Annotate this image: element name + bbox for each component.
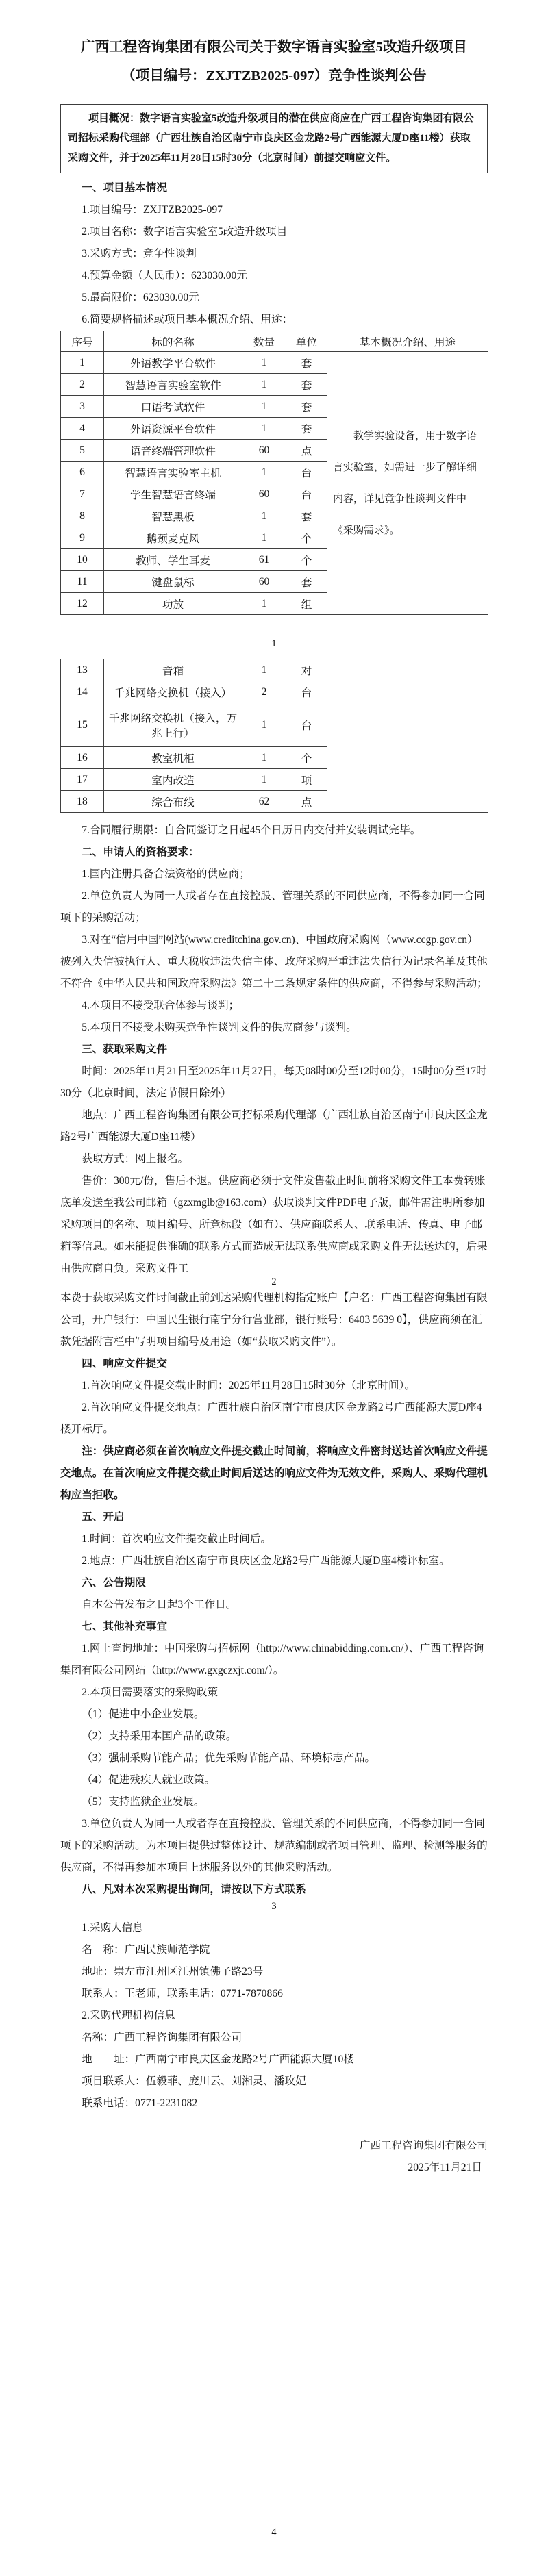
cell-name: 外语资源平台软件 — [104, 418, 242, 440]
cell-name: 教师、学生耳麦 — [104, 549, 242, 571]
cell-name: 千兆网络交换机（接入） — [104, 681, 242, 703]
col-header-name: 标的名称 — [104, 331, 242, 352]
policy-4: （4）促进残疾人就业政策。 — [82, 1774, 216, 1786]
items-table-page-1 — [60, 331, 488, 615]
cell-no: 9 — [61, 527, 104, 549]
table-row — [61, 352, 488, 374]
qualification-5: 5.本项目不接受未购买竞争性谈判文件的供应商参与谈判。 — [82, 1022, 357, 1033]
cell-name: 智慧语言实验室软件 — [104, 374, 242, 396]
page-number-4: 4 — [271, 2527, 277, 2538]
contract-period: 7.合同履行期限：自合同签订之日起45个日历日内交付并安装调试完毕。 — [82, 824, 421, 836]
buyer-info-heading: 1.采购人信息 — [82, 1922, 143, 1934]
cell-no: 4 — [61, 418, 104, 440]
cell-qty: 1 — [242, 418, 286, 440]
project-overview-text: 项目概况：数字语言实验室5改造升级项目的潜在供应商应在广西工程咨询集团有限公司招标采购代理部（广西壮族自治区南宁市良庆区金龙路2号广西能源大厦D座11楼）获取采购文件，并于2025年11月28日15时30分（北京时间）前提交响应文件。 — [68, 113, 474, 164]
page-number-1: 1 — [271, 638, 277, 649]
cell-qty: 1 — [242, 527, 286, 549]
cell-name: 智慧语言实验室主机 — [104, 462, 242, 483]
cell-name: 学生智慧语言终端 — [104, 483, 242, 505]
signature-date: 2025年11月21日 — [408, 2162, 482, 2173]
col-header-unit: 单位 — [286, 331, 327, 352]
cell-qty: 1 — [242, 747, 286, 769]
cell-unit: 套 — [286, 374, 327, 396]
qualification-3: 3.对在“信用中国”网站(www.creditchina.gov.cn)、中国政府采购网（www.ccgp.gov.cn）被列入失信被执行人、重大税收违法失信主体、政府采购严重违法失信行为记录名单及其他不符合《中华人民共和国政府采购法》第二十二条规定条件的供应商，不得参与采购活动； — [60, 934, 488, 989]
cell-no: 11 — [61, 571, 104, 593]
cell-qty: 60 — [242, 440, 286, 462]
document-place: 地点：广西工程咨询集团有限公司招标采购代理部（广西壮族自治区南宁市良庆区金龙路2号广西能源大厦D座11楼） — [60, 1109, 488, 1143]
cell-qty: 1 — [242, 505, 286, 527]
col-header-no: 序号 — [61, 331, 104, 352]
page-1-content — [60, 33, 488, 615]
section-2-heading: 二、申请人的资格要求： — [82, 846, 199, 858]
title-line-1: 广西工程咨询集团有限公司关于数字语言实验室5改造升级项目 — [81, 40, 467, 55]
cell-no: 18 — [61, 791, 104, 813]
policy-3: （3）强制采购节能产品；优先采购节能产品、环境标志产品。 — [82, 1752, 376, 1764]
document-price-part2: 本费于获取采购文件时间截止前到达采购代理机构指定账户【户名：广西工程咨询集团有限公司，开户银行：中国民生银行南宁分行营业部，银行账号：6403 5639 0】，供应商须在汇款凭据附言栏中写明项目编号及用途（如“获取采购文件”）。 — [60, 1292, 488, 1348]
online-query-address: 1.网上查询地址：中国采购与招标网（http://www.chinabidding.com.cn/）、广西工程咨询集团有限公司网站（http://www.gxgczxjt.com/）。 — [60, 1643, 484, 1676]
cell-qty: 1 — [242, 769, 286, 791]
project-overview-box — [60, 104, 488, 173]
cell-name: 综合布线 — [104, 791, 242, 813]
spec-description-label: 6.简要规格描述或项目基本概况介绍、用途： — [82, 314, 293, 325]
supplementary-item-3: 3.单位负责人为同一人或者存在直接控股、管理关系的不同供应商，不得参加同一合同项下的采购活动。为本项目提供过整体设计、规范编制或者项目管理、监理、检测等服务的供应商，不得再参加本项目上述服务以外的其他采购活动。 — [60, 1818, 488, 1873]
cell-unit: 项 — [286, 769, 327, 791]
page-3-content — [60, 1287, 488, 1901]
cell-qty: 1 — [242, 462, 286, 483]
qualification-2: 2.单位负责人为同一人或者存在直接控股、管理关系的不同供应商，不得参加同一合同项下的采购活动； — [60, 890, 485, 924]
opening-time: 1.时间：首次响应文件提交截止时间后。 — [82, 1533, 271, 1545]
items-table-page-2 — [60, 659, 488, 813]
document-price-part1: 售价：300元/份，售后不退。供应商必须于文件发售截止时间前将采购文件工本费转账底单发送至我公司邮箱（gzxmglb@163.com）获取谈判文件PDF电子版，邮件需注明所参加采购项目的名称、项目编号、所竞标段（如有）、供应商联系人、联系电话、传真、电子邮箱等信息。如未能提供准确的联系方式而造成无法联系供应商或采购文件无法送达的，后果由供应商自负。采购文件工 — [60, 1175, 488, 1274]
signature-company: 广西工程咨询集团有限公司 — [359, 2140, 488, 2151]
section-3-heading: 三、获取采购文件 — [82, 1044, 167, 1055]
cell-name: 键盘鼠标 — [104, 571, 242, 593]
cell-name: 鹅颈麦克风 — [104, 527, 242, 549]
cell-unit: 套 — [286, 418, 327, 440]
page-2-content — [60, 659, 488, 1280]
cell-unit: 套 — [286, 396, 327, 418]
col-header-qty: 数量 — [242, 331, 286, 352]
cell-no: 3 — [61, 396, 104, 418]
section-5-heading: 五、开启 — [82, 1511, 125, 1523]
cell-name: 外语教学平台软件 — [104, 352, 242, 374]
merged-description-cell-empty — [327, 659, 488, 813]
cell-unit: 台 — [286, 483, 327, 505]
cell-unit: 台 — [286, 681, 327, 703]
document-title — [60, 33, 488, 90]
cell-no: 10 — [61, 549, 104, 571]
cell-unit: 对 — [286, 659, 327, 681]
cell-unit: 组 — [286, 593, 327, 615]
policy-2: （2）支持采用本国产品的政策。 — [82, 1730, 237, 1742]
cell-qty: 1 — [242, 396, 286, 418]
cell-name: 口语考试软件 — [104, 396, 242, 418]
cell-unit: 点 — [286, 791, 327, 813]
cell-name: 千兆网络交换机（接入，万兆上行） — [104, 703, 242, 747]
cell-qty: 1 — [242, 374, 286, 396]
merged-description-cell: 教学实验设备，用于数字语言实验室，如需进一步了解详细内容，详见竞争性谈判文件中《采购需求》。 — [327, 352, 488, 615]
cell-unit: 个 — [286, 549, 327, 571]
project-number: 1.项目编号：ZXJTZB2025-097 — [82, 204, 223, 216]
cell-unit: 个 — [286, 527, 327, 549]
opening-place: 2.地点：广西壮族自治区南宁市良庆区金龙路2号广西能源大厦D座4楼评标室。 — [82, 1555, 450, 1567]
cell-no: 17 — [61, 769, 104, 791]
policy-1: （1）促进中小企业发展。 — [82, 1708, 205, 1720]
cell-no: 14 — [61, 681, 104, 703]
section-7-heading: 七、其他补充事宜 — [82, 1621, 167, 1632]
cell-qty: 1 — [242, 703, 286, 747]
cell-qty: 60 — [242, 571, 286, 593]
cell-unit: 台 — [286, 462, 327, 483]
page-4-content — [60, 1917, 488, 2179]
cell-no: 1 — [61, 352, 104, 374]
cell-qty: 1 — [242, 659, 286, 681]
cell-name: 功放 — [104, 593, 242, 615]
procurement-method: 3.采购方式：竞争性谈判 — [82, 248, 197, 260]
page-number-2: 2 — [271, 1276, 277, 1287]
section-1-heading: 一、项目基本情况 — [82, 182, 167, 194]
procurement-policies-label: 2.本项目需要落实的采购政策 — [82, 1687, 219, 1698]
cell-name: 室内改造 — [104, 769, 242, 791]
qualification-4: 4.本项目不接受联合体参与谈判； — [82, 1000, 240, 1011]
title-line-2: （项目编号：ZXJTZB2025-097）竞争性谈判公告 — [121, 68, 427, 84]
buyer-address: 地址：崇左市江州区江州镇佛子路23号 — [82, 1966, 264, 1978]
policy-5: （5）支持监狱企业发展。 — [82, 1796, 205, 1808]
cell-qty: 60 — [242, 483, 286, 505]
section-4-heading: 四、响应文件提交 — [82, 1358, 167, 1369]
qualification-1: 1.国内注册具备合法资格的供应商； — [82, 868, 250, 880]
cell-no: 8 — [61, 505, 104, 527]
cell-unit: 台 — [286, 703, 327, 747]
agency-address: 地 址：广西南宁市良庆区金龙路2号广西能源大厦10楼 — [82, 2054, 354, 2065]
cell-unit: 套 — [286, 571, 327, 593]
cell-no: 6 — [61, 462, 104, 483]
buyer-contact: 联系人：王老师，联系电话：0771-7870866 — [82, 1988, 283, 1999]
cell-unit: 点 — [286, 440, 327, 462]
cell-no: 5 — [61, 440, 104, 462]
col-header-desc: 基本概况介绍、用途 — [327, 331, 488, 352]
cell-qty: 62 — [242, 791, 286, 813]
agency-info-heading: 2.采购代理机构信息 — [82, 2010, 175, 2021]
response-deadline: 1.首次响应文件提交截止时间：2025年11月28日15时30分（北京时间）。 — [82, 1380, 415, 1391]
table-header-row — [61, 331, 488, 352]
cell-no: 12 — [61, 593, 104, 615]
page-number-3: 3 — [271, 1901, 277, 1912]
agency-contacts: 项目联系人：伍毅菲、庞川云、刘湘灵、潘玫妃 — [82, 2075, 306, 2087]
cell-name: 语音终端管理软件 — [104, 440, 242, 462]
max-price: 5.最高限价：623030.00元 — [82, 292, 199, 303]
section-6-heading: 六、公告期限 — [82, 1577, 146, 1589]
agency-phone: 联系电话：0771-2231082 — [82, 2097, 198, 2109]
cell-no: 2 — [61, 374, 104, 396]
budget-amount: 4.预算金额（人民币）：623030.00元 — [82, 270, 247, 281]
document-time: 时间：2025年11月21日至2025年11月27日，每天08时00分至12时00分，15时00分至17时30分（北京时间，法定节假日除外） — [60, 1065, 487, 1099]
section-8-heading: 八、凡对本次采购提出询问，请按以下方式联系 — [82, 1884, 306, 1895]
cell-qty: 1 — [242, 352, 286, 374]
table-row — [61, 659, 488, 681]
cell-name: 智慧黑板 — [104, 505, 242, 527]
response-note: 注：供应商必须在首次响应文件提交截止时间前，将响应文件密封送达首次响应文件提交地点。在首次响应文件提交截止时间后送达的响应文件为无效文件，采购人、采购代理机构应当拒收。 — [60, 1445, 488, 1501]
cell-unit: 套 — [286, 505, 327, 527]
cell-qty: 2 — [242, 681, 286, 703]
cell-no: 13 — [61, 659, 104, 681]
cell-no: 7 — [61, 483, 104, 505]
cell-qty: 1 — [242, 593, 286, 615]
announcement-period: 自本公告发布之日起3个工作日。 — [82, 1599, 237, 1611]
response-place: 2.首次响应文件提交地点：广西壮族自治区南宁市良庆区金龙路2号广西能源大厦D座4楼开标厅。 — [60, 1402, 482, 1435]
cell-no: 16 — [61, 747, 104, 769]
cell-no: 15 — [61, 703, 104, 747]
agency-name: 名称：广西工程咨询集团有限公司 — [82, 2032, 242, 2043]
cell-unit: 个 — [286, 747, 327, 769]
cell-unit: 套 — [286, 352, 327, 374]
cell-name: 音箱 — [104, 659, 242, 681]
buyer-name: 名 称：广西民族师范学院 — [82, 1944, 210, 1956]
cell-qty: 61 — [242, 549, 286, 571]
project-name: 2.项目名称：数字语言实验室5改造升级项目 — [82, 226, 288, 238]
cell-name: 教室机柜 — [104, 747, 242, 769]
document-method: 获取方式：网上报名。 — [82, 1153, 189, 1165]
